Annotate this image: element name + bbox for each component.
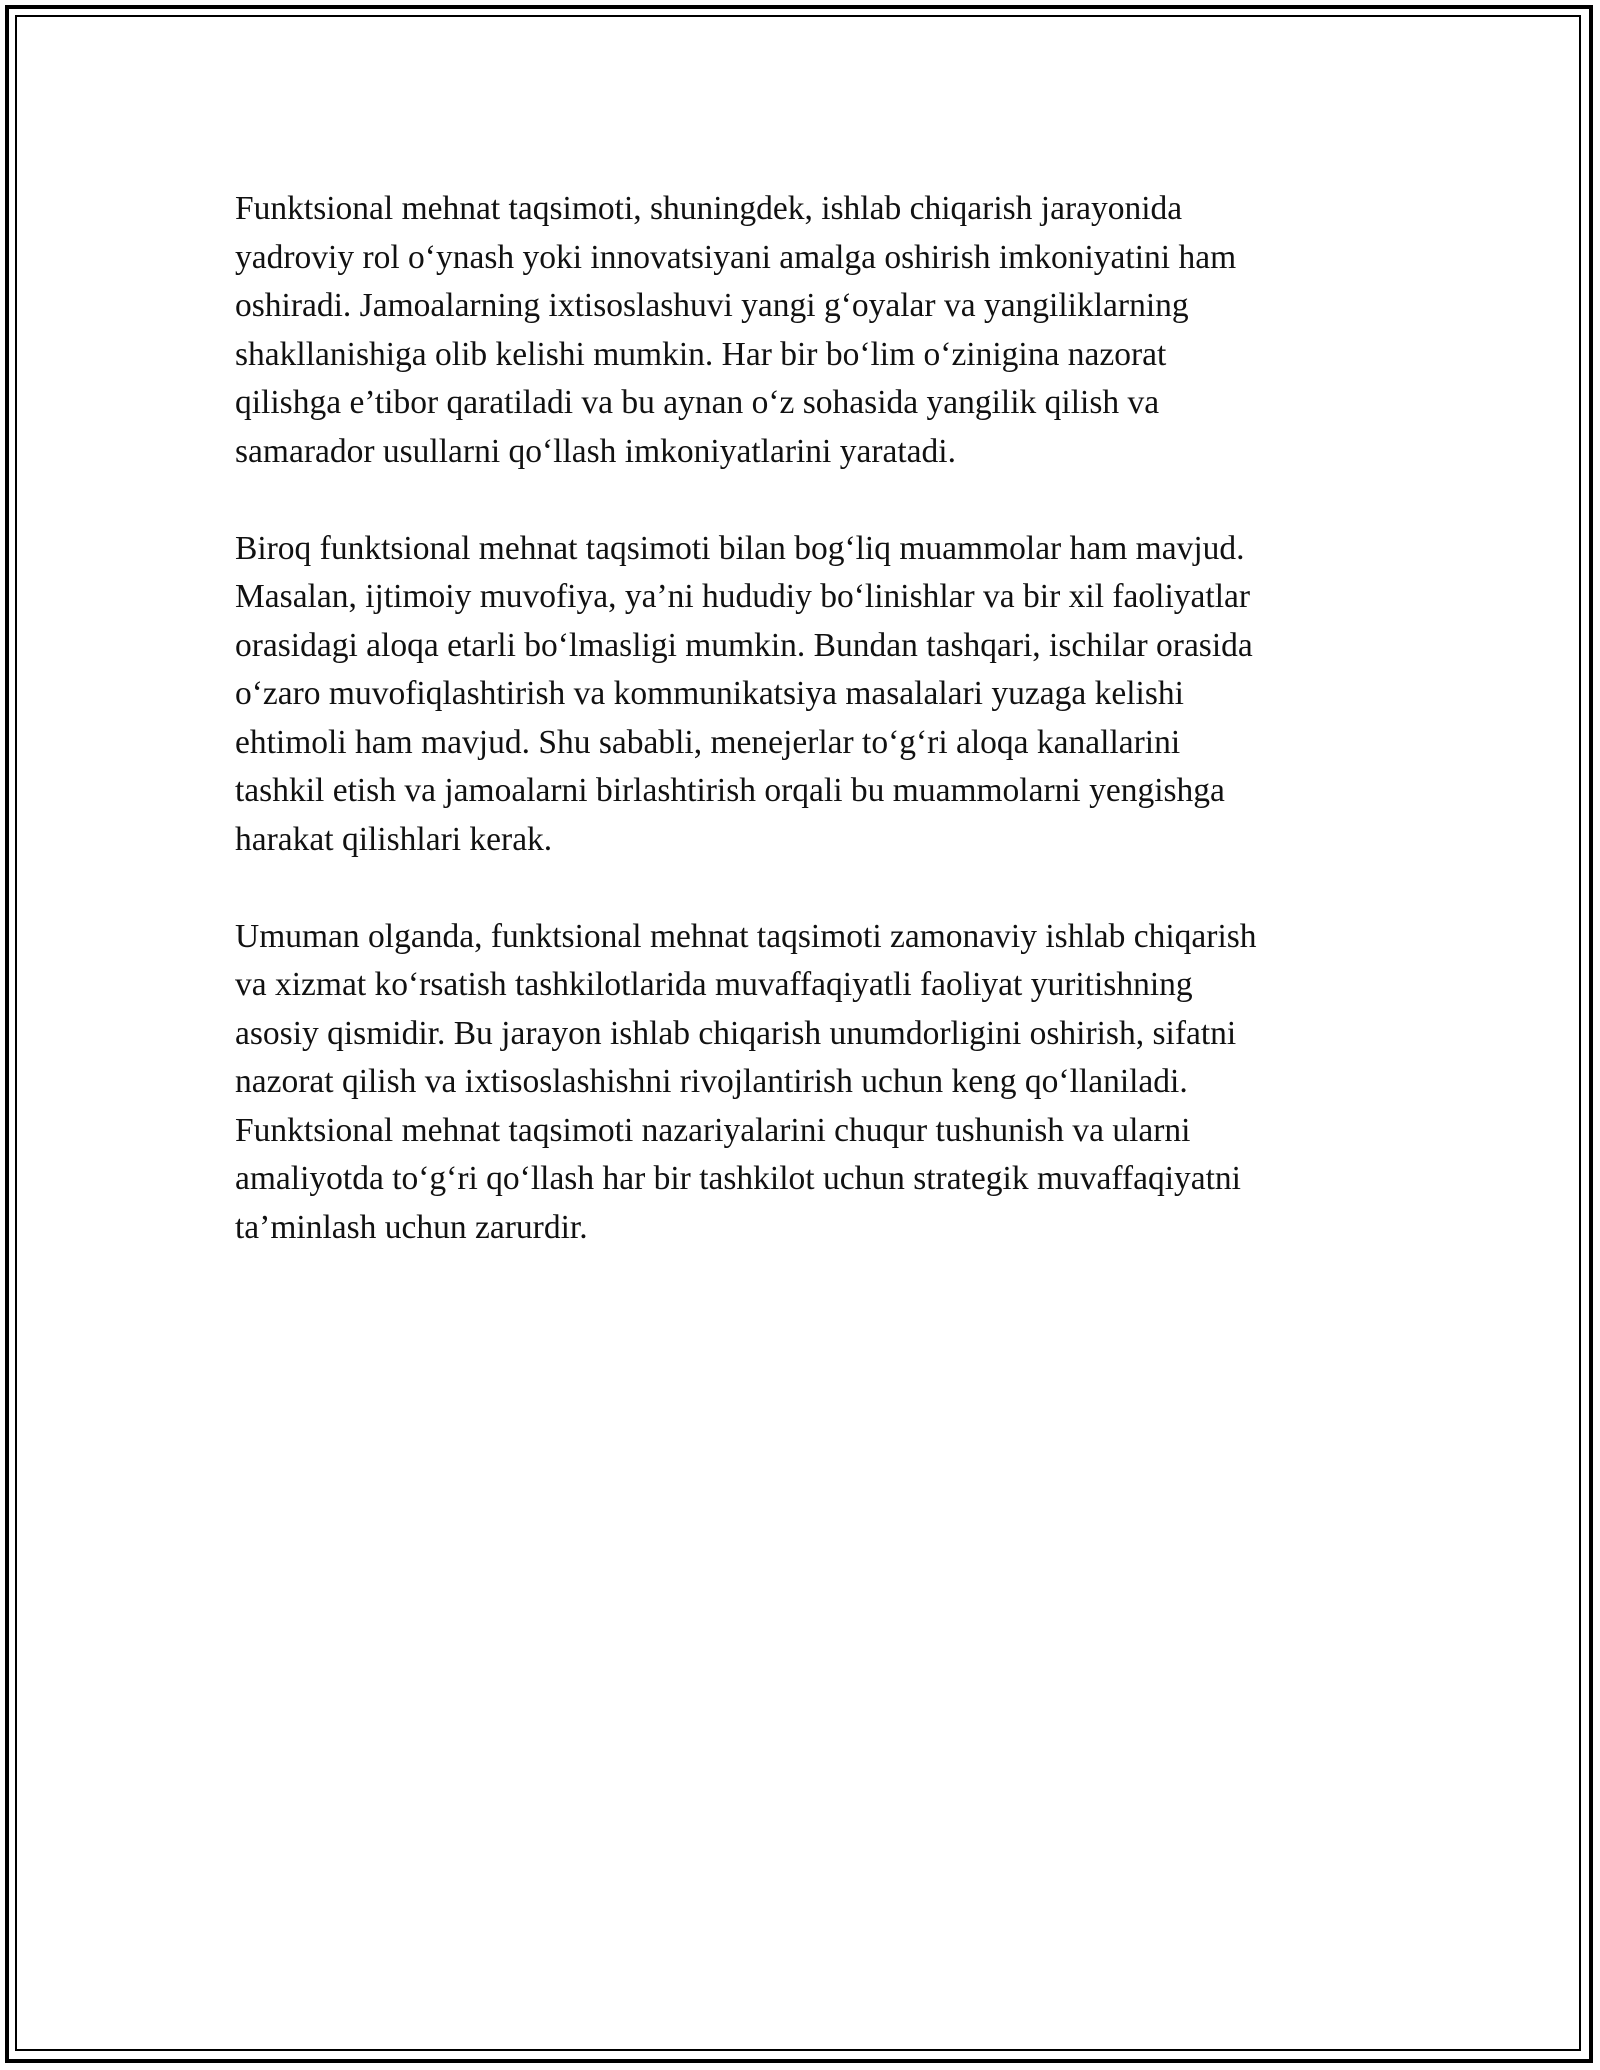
paragraph-3: Umuman olganda, funktsional mehnat taqsimoti zamonaviy ishlab chiqarish va xizmat ko‘rsatish tashkilotlarida muvaffaqiyatli faoliyat yuritishning asosiy qismidir. Bu jarayon ishlab chiqarish unumdorligini oshirish, sifatni nazorat qilish va ixtisoslashishni rivojlantirish uchun keng qo‘llaniladi. Funktsional mehnat taqsimoti nazariyalarini chuqur tushunish va ularni amaliyotda to‘g‘ri qo‘llash har bir tashkilot uchun strategik muvaffaqiyatni ta’minlash uchun zarurdir. [235, 917, 1257, 1246]
paragraph-2: Biroq funktsional mehnat taqsimoti bilan bog‘liq muammolar ham mavjud. Masalan, ijtimoiy muvofiya, ya’ni hududiy bo‘linishlar va bir xil faoliyatlar orasidagi aloqa etarli bo‘lmasligi mumkin. Bundan tashqari, ischilar orasida o‘zaro muvofiqlashtirish va kommunikatsiya masalalari yuzaga kelishi ehtimoli ham mavjud. Shu sababli, menejerlar to‘g‘ri aloqa kanallarini tashkil etish va jamoalarni birlashtirish orqali bu muammolarni yengishga harakat qilishlari kerak. [235, 529, 1253, 858]
document-body [235, 185, 1375, 1301]
paragraph-1: Funktsional mehnat taqsimoti, shuningdek, ishlab chiqarish jarayonida yadroviy rol o‘ynash yoki innovatsiyani amalga oshirish imkoniyatini ham oshiradi. Jamoalarning ixtisoslashuvi yangi g‘oyalar va yangiliklarning shakllanishiga olib kelishi mumkin. Har bir bo‘lim o‘zinigina nazorat qilishga e’tibor qaratiladi va bu aynan o‘z sohasida yangilik qilish va samarador usullarni qo‘llash imkoniyatlarini yaratadi. [235, 190, 1237, 470]
